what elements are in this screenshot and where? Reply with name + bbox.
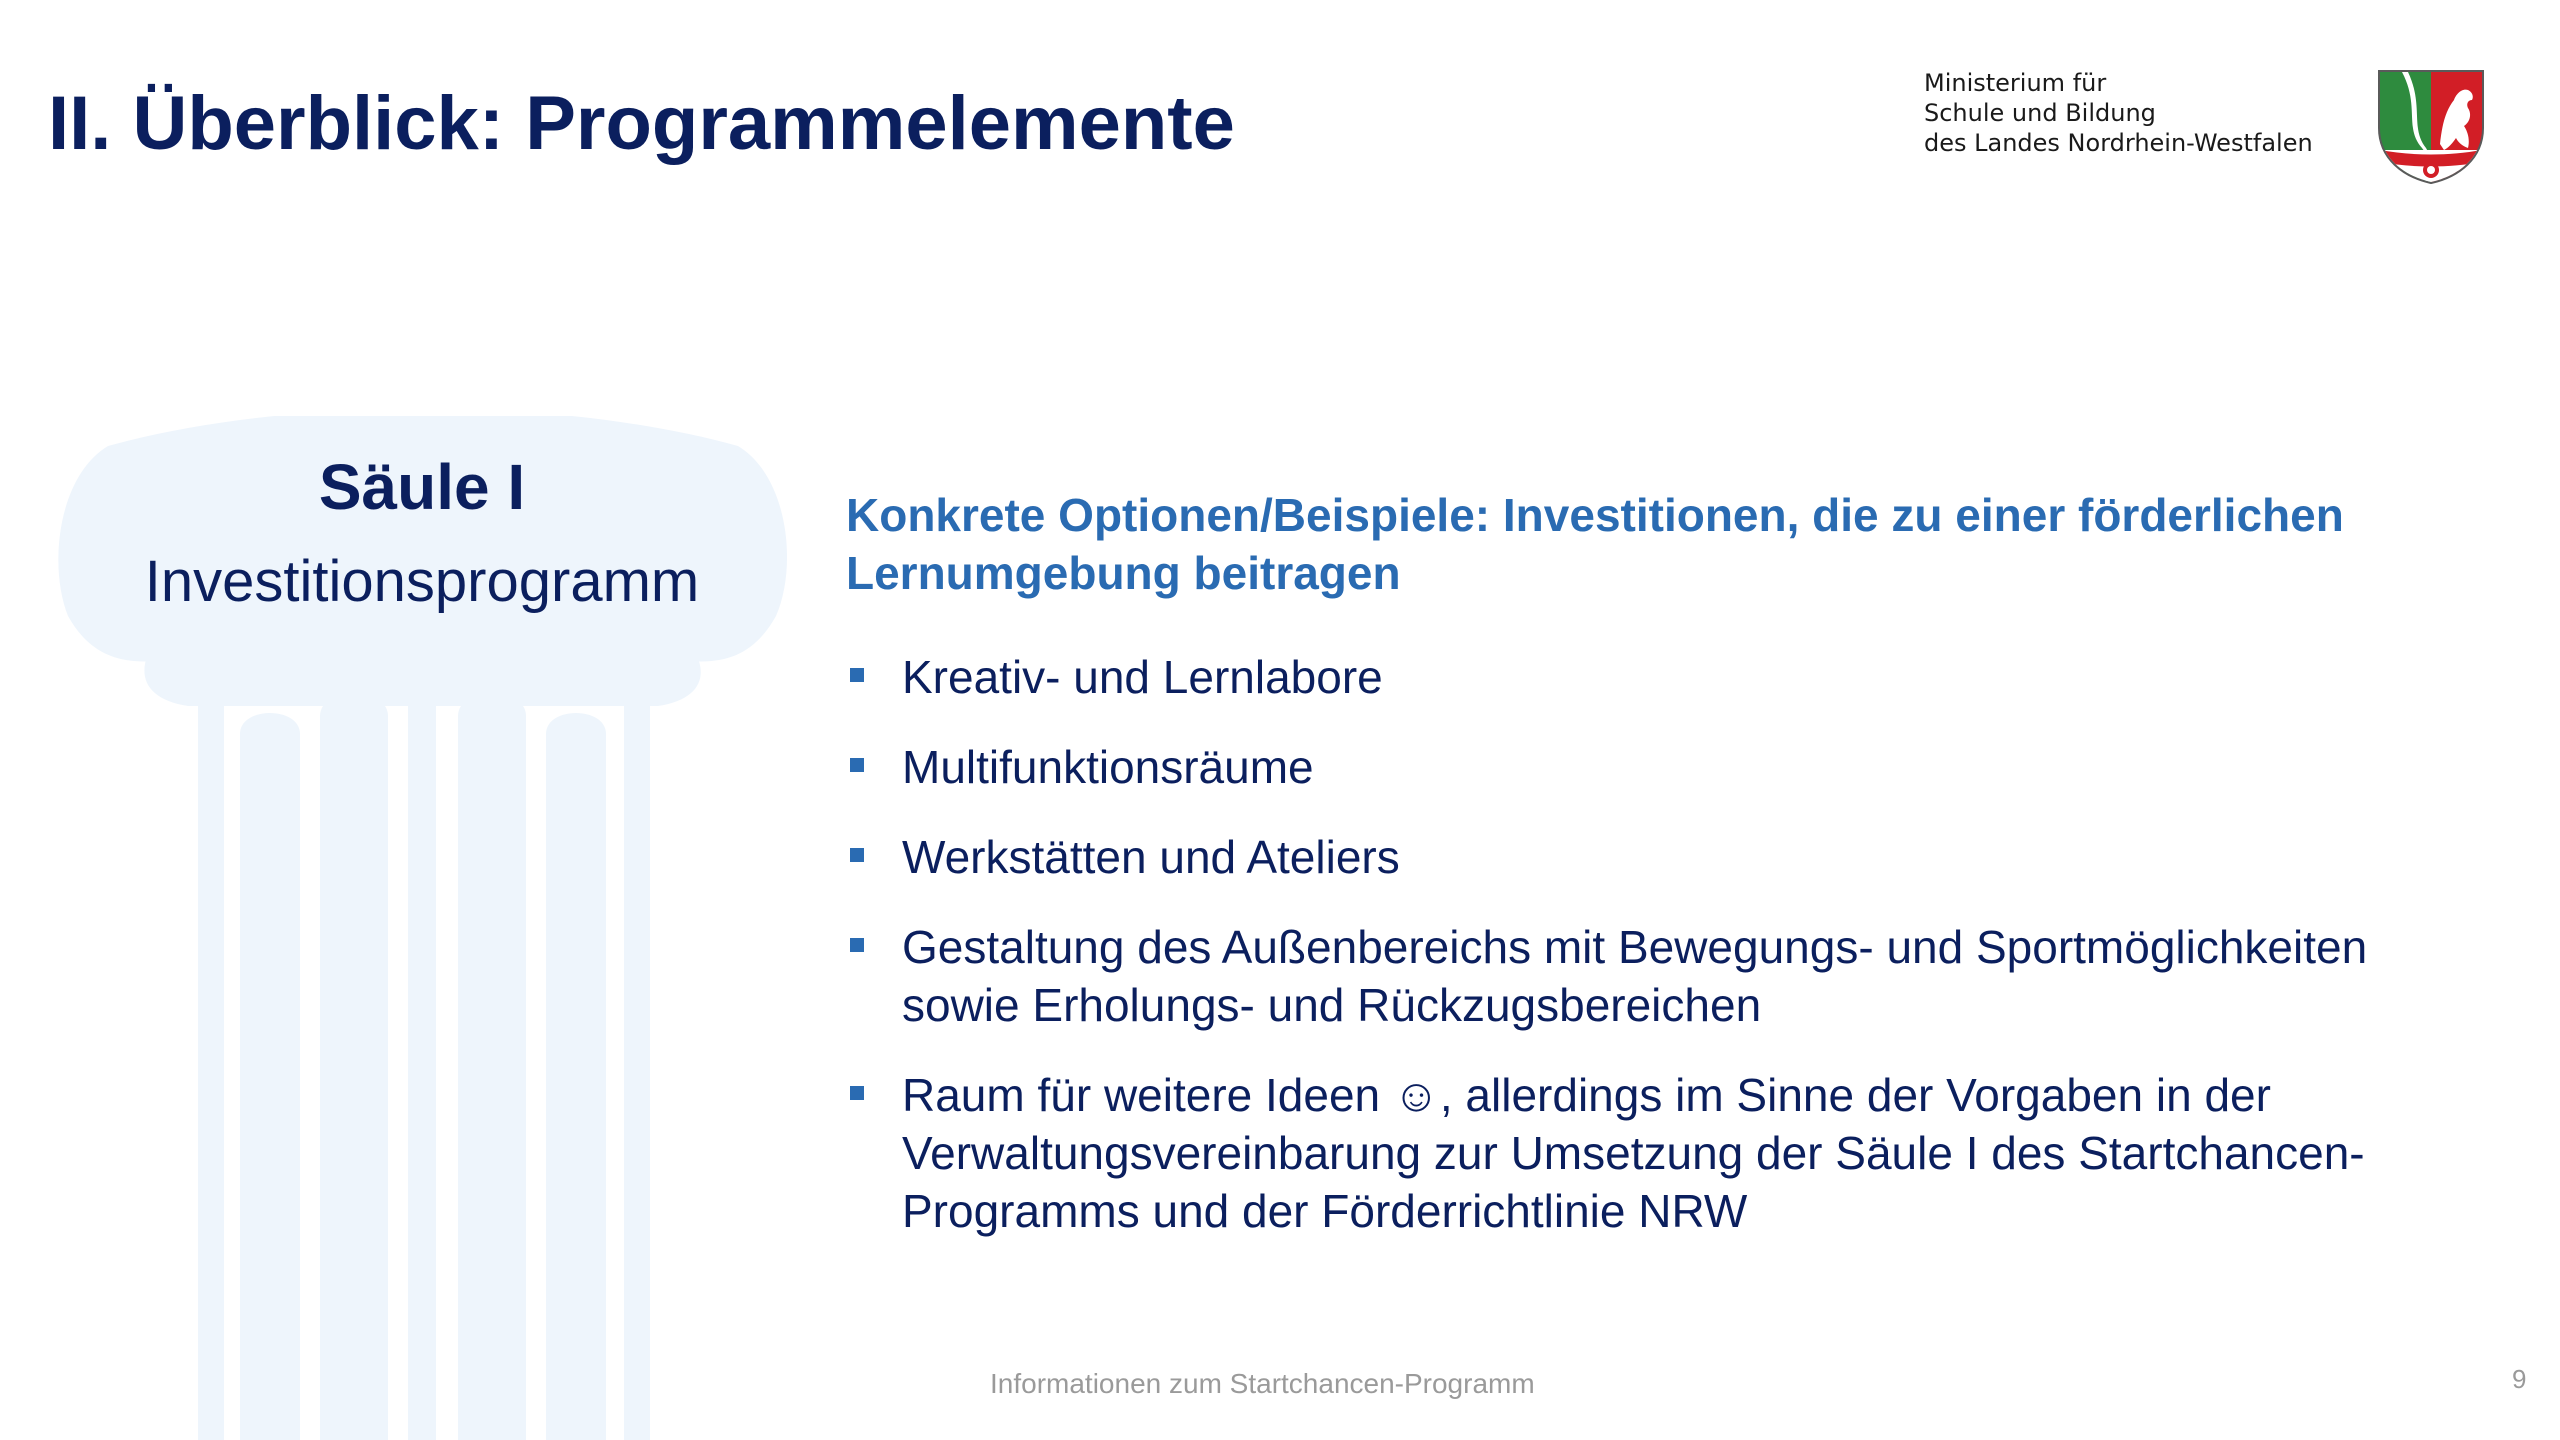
- pillar-flute: [320, 694, 388, 1440]
- ministry-line-3: des Landes Nordrhein-Westfalen: [1924, 129, 2313, 157]
- pillar-heading: Säule I: [318, 451, 526, 523]
- list-item-text: Werkstätten und Ateliers: [902, 831, 1400, 883]
- section-heading: Konkrete Optionen/Beispiele: Investitionen, die zu einer förderlichen Lernumgebung beitragen: [846, 489, 2344, 599]
- pillar-flute: [546, 713, 606, 1440]
- pillar-flute: [408, 706, 436, 1440]
- list-item: [846, 1066, 2486, 1240]
- square-bullet-icon: [850, 758, 864, 772]
- pillar-echinus: [144, 616, 700, 706]
- square-bullet-icon: [850, 668, 864, 682]
- pillar-flute: [240, 713, 300, 1440]
- square-bullet-icon: [850, 938, 864, 952]
- pillar-flute: [458, 694, 526, 1440]
- pillar-flute: [198, 706, 224, 1440]
- page-number: 9: [2512, 1364, 2527, 1394]
- list-item-text: Gestaltung des Außenbereichs mit Bewegungs- und Sportmöglichkeiten sowie Erholungs- und Rückzugsbereichen: [902, 921, 2368, 1031]
- list-item: [846, 648, 2486, 706]
- list-item: [846, 828, 2486, 886]
- square-bullet-icon: [850, 848, 864, 862]
- pillar-subheading: Investitionsprogramm: [144, 549, 700, 614]
- ministry-line-1: Ministerium für: [1924, 69, 2107, 97]
- list-item-text: Multifunktionsräume: [902, 741, 1314, 793]
- list-item: [846, 738, 2486, 796]
- ministry-name: [1924, 68, 2313, 158]
- ministry-line-2: Schule und Bildung: [1924, 99, 2156, 127]
- list-item: [846, 918, 2486, 1034]
- slide-title: II. Überblick: Programmelemente: [48, 81, 1235, 166]
- list-item-text: Raum für weitere Ideen ☺, allerdings im Sinne der Vorgaben in der Verwaltungsvereinbarung zur Umsetzung der Säule I des Startchancen-Programms und der Förderrichtlinie NRW: [902, 1069, 2365, 1237]
- nrw-coat-of-arms-icon: [2374, 66, 2488, 186]
- square-bullet-icon: [850, 1086, 864, 1100]
- pillar-flute: [624, 706, 650, 1440]
- footer-text: Informationen zum Startchancen-Programm: [990, 1368, 1535, 1399]
- options-list: [846, 648, 2486, 1272]
- list-item-text: Kreativ- und Lernlabore: [902, 651, 1383, 703]
